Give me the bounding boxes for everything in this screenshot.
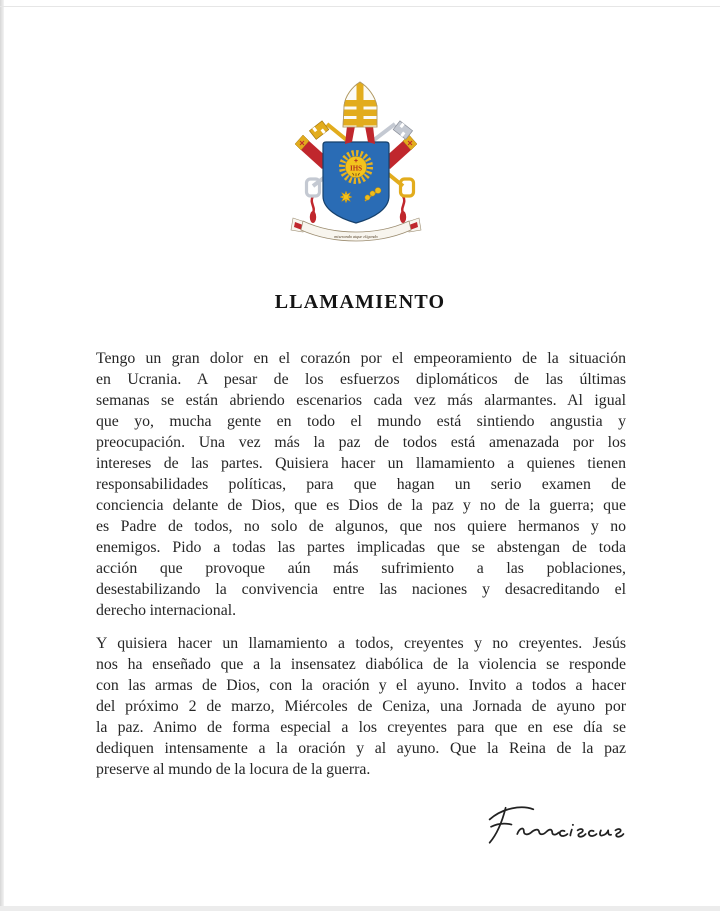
text-line: preserve al mundo de la locura de la guerra. xyxy=(96,761,371,778)
text-line: Tengo un gran dolor en el corazón por el empeoramiento de la situación xyxy=(96,350,626,367)
text-line: responsabilidades políticas, para que hagan un serio examen de xyxy=(96,476,626,493)
page-edge-shadow-bottom xyxy=(0,906,720,911)
gold-key-bow xyxy=(401,179,414,196)
gold-key-bit xyxy=(309,121,328,140)
text-line: intereses de las partes. Quisiera hacer un llamamiento a quienes tienen xyxy=(96,455,626,472)
text-line: conciencia delante de Dios, que es Dios de la paz y no de la guerra; que xyxy=(96,497,626,514)
text-line: Y quisiera hacer un llamamiento a todos, creyentes y no creyentes. Jesús xyxy=(96,635,626,652)
coat-of-arms-graphic xyxy=(285,80,435,260)
shield xyxy=(323,142,389,223)
text-line: semanas se están abriendo escenarios cada vez más alarmantes. Al igual xyxy=(96,392,626,409)
mitre-lappets xyxy=(345,126,375,144)
text-line: dediquen intensamente a la oración y al ayuno. Que la Reina de la paz xyxy=(96,740,626,757)
text-line: del próximo 2 de marzo, Miércoles de Ceniza, una Jornada de ayuno por xyxy=(96,698,626,715)
text-line: nos ha enseñado que a la insensatez diabólica de la violencia se responde xyxy=(96,656,626,673)
motto-text: miserando atque eligendo xyxy=(334,234,378,239)
text-line: enemigos. Pido a todas las partes implicadas que se abstengan de toda xyxy=(96,539,626,556)
signature-graphic xyxy=(478,797,638,855)
ihs-text: IHS xyxy=(349,164,363,173)
paragraph-1 xyxy=(96,348,626,621)
text-line: es Padre de todos, no solo de algunos, que nos quiere hermanos y no xyxy=(96,518,626,535)
text-line: con las armas de Dios, con la oración y el ayuno. Invito a todos a hacer xyxy=(96,677,626,694)
text-line: que yo, mucha gente en todo el mundo está sintiendo angustia y xyxy=(96,413,626,430)
document-title: LLAMAMIENTO xyxy=(274,291,446,313)
page-edge-shadow-left xyxy=(0,0,4,911)
document-body xyxy=(96,348,626,780)
ihs-sun-emblem xyxy=(342,153,370,181)
text-line: derecho internacional. xyxy=(96,602,237,619)
text-line: la paz. Animo de forma especial a los creyentes para que en ese día se xyxy=(96,719,626,736)
signature-franciscus xyxy=(478,797,638,855)
text-line: acción que provoque aún más sufrimiento a las poblaciones, xyxy=(96,560,626,577)
paragraph-2 xyxy=(96,633,626,780)
mitre xyxy=(343,82,377,127)
text-line: preocupación. Una vez más la paz de todos está amenazada por los xyxy=(96,434,626,451)
text-line: desestabilizando la convivencia entre las naciones y desacreditando el xyxy=(96,581,626,598)
page-edge-line-top xyxy=(0,6,720,7)
papal-coat-of-arms-icon xyxy=(285,80,435,260)
text-line: en Ucrania. A pesar de los esfuerzos diplomáticos de las últimas xyxy=(96,371,626,388)
